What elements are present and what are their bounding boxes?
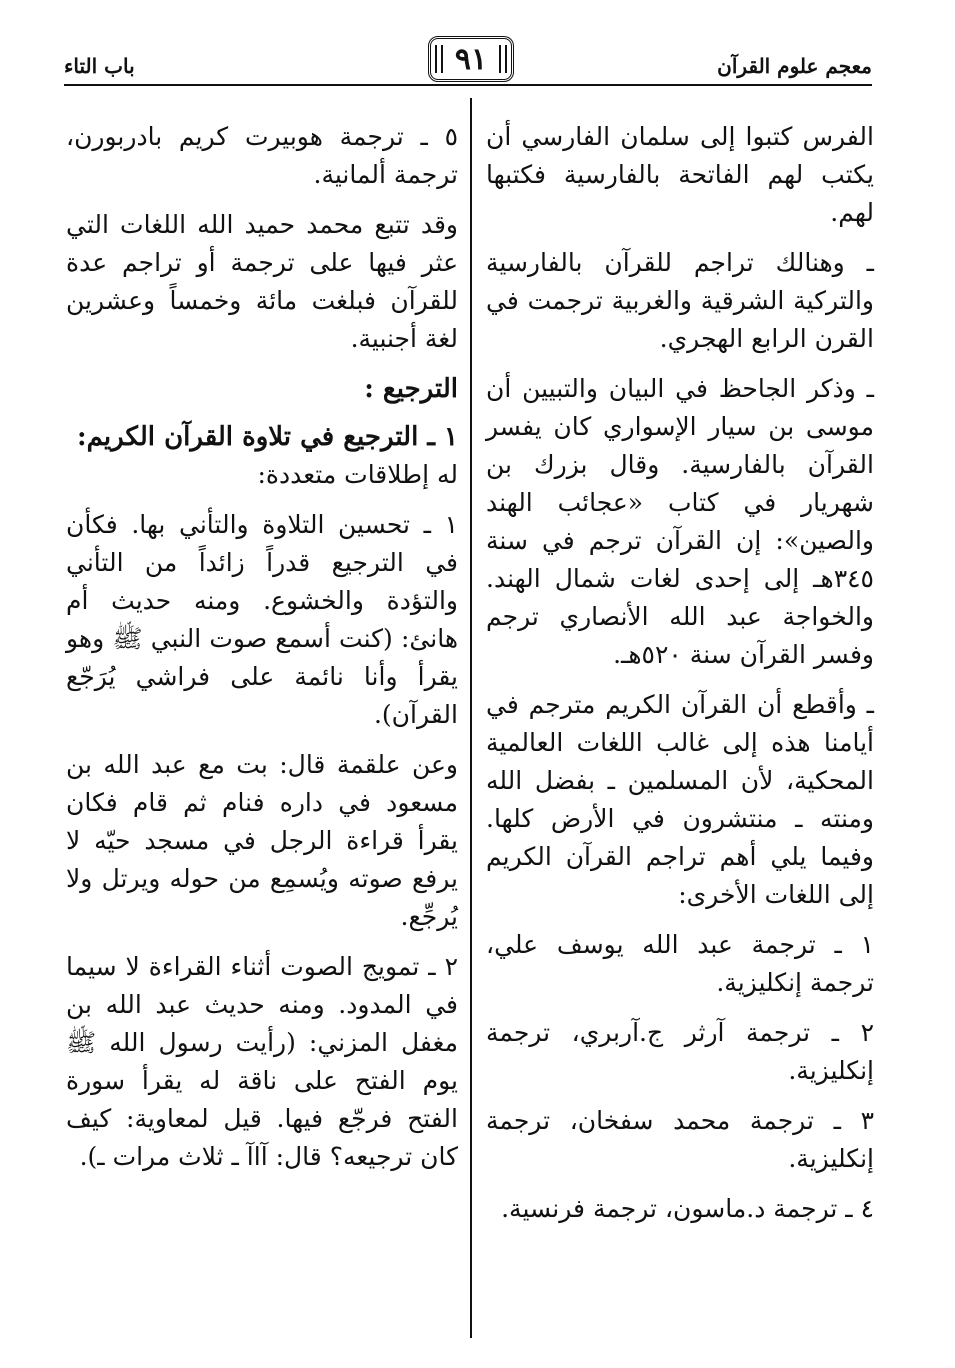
paragraph: ٢ ـ تمويج الصوت أثناء القراءة لا سيما في المدود. ومنه حديث عبد الله بن مغفل المزني: (رأيت رسول الله ﷺ يوم الفتح على ناقة له يقرأ سورة الفتح فرجّع فيها. قيل لمعاوية: كيف كان ترجيعه؟ قال: آاآ ـ ثلاث مرات ـ). — [66, 952, 458, 1171]
page-number: ٩١ — [454, 41, 488, 77]
paragraph: الفرس كتبوا إلى سلمان الفارسي أن يكتب لهم الفاتحة بالفارسية فكتبها لهم. — [486, 122, 874, 227]
left-column — [66, 118, 458, 1188]
subsection-title: ١ ـ الترجيع في تلاوة القرآن الكريم: — [77, 422, 458, 452]
list-item: ٢ ـ ترجمة آرثر ج.آربري، ترجمة إنكليزية. — [486, 1018, 874, 1085]
paragraph: ١ ـ تحسين التلاوة والتأني بها. فكأن في الترجيع قدراً زائداً من التأني والتؤدة والخشوع. ومنه حديث أم هانئ: (كنت أسمع صوت النبي ﷺ وهو يقرأ وأنا نائمة على فراشي يُرَجّع القرآن). — [66, 510, 458, 729]
section-title: الترجيع : — [364, 374, 458, 404]
list-item: ٣ ـ ترجمة محمد سفخان، ترجمة إنكليزية. — [486, 1106, 874, 1173]
page-header — [64, 26, 872, 98]
chapter-title: باب التاء — [64, 54, 135, 78]
list-item: ٥ ـ ترجمة هوبيرت كريم بادربورن، ترجمة ألمانية. — [66, 122, 458, 189]
page-number-box — [428, 36, 514, 82]
column-divider — [470, 98, 472, 1338]
paragraph: ـ وذكر الجاحظ في البيان والتبيين أن موسى بن سيار الإسواري كان يفسر القرآن بالفارسية. وقال بزرك بن شهريار في كتاب «عجائب الهند والصين»: إن القرآن ترجم في سنة ٣٤٥هـ إلى إحدى لغات شمال الهند. والخواجة عبد الله الأنصاري ترجم وفسر القرآن سنة ٥٢٠هـ. — [486, 374, 874, 669]
paragraph: وقد تتبع محمد حميد الله اللغات التي عثر فيها على ترجمة أو تراجم عدة للقرآن فبلغت مائة وخمساً وعشرين لغة أجنبية. — [66, 210, 458, 353]
list-item: ١ ـ ترجمة عبد الله يوسف علي، ترجمة إنكليزية. — [486, 930, 874, 997]
paragraph: ـ وهنالك تراجم للقرآن بالفارسية والتركية الشرقية والغربية ترجمت في القرن الرابع الهجري. — [486, 248, 874, 353]
header-rule — [64, 84, 872, 86]
paragraph: ـ وأقطع أن القرآن الكريم مترجم في أيامنا هذه إلى غالب اللغات العالمية المحكية، لأن المسلمين ـ بفضل الله ومنته ـ منتشرون في الأرض كلها. وفيما يلي أهم تراجم القرآن الكريم إلى اللغات الأخرى: — [486, 690, 874, 909]
book-title: معجم علوم القرآن — [717, 54, 872, 78]
paragraph: وعن علقمة قال: بت مع عبد الله بن مسعود في داره فنام ثم قام فكان يقرأ قراءة الرجل في مسجد حيّه لا يرفع صوته ويُسمِع من حوله ويرتل ولا يُرجِّع. — [66, 750, 458, 931]
list-item: ٤ ـ ترجمة د.ماسون، ترجمة فرنسية. — [501, 1194, 874, 1223]
right-column — [486, 118, 874, 1240]
paragraph: له إطلاقات متعددة: — [257, 460, 458, 489]
